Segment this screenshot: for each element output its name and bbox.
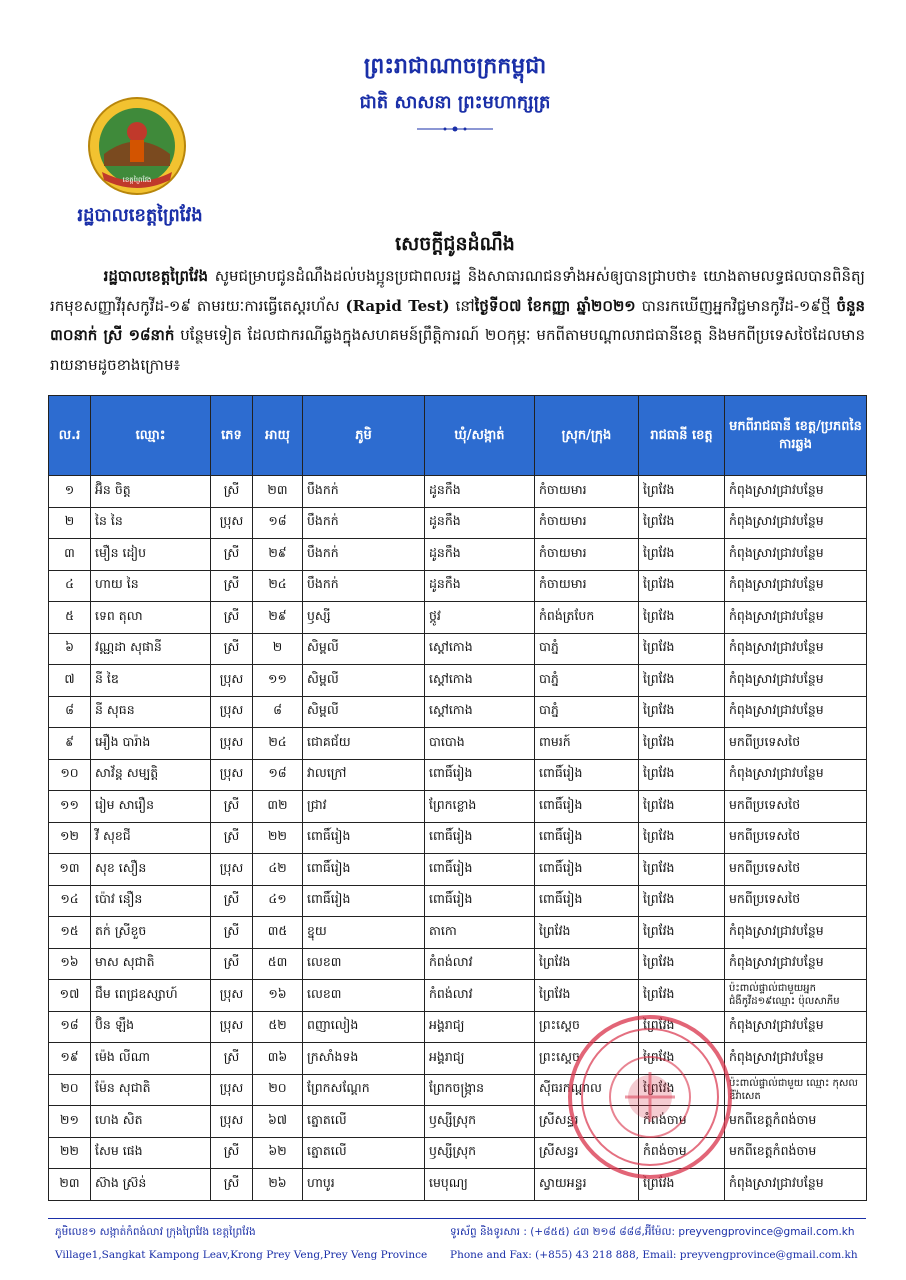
cell-commune: អង្គរាជ្យ	[425, 1043, 535, 1075]
cell-sex: ស្រី	[211, 602, 253, 634]
table-row	[49, 791, 867, 823]
cell-source: មកពីប្រទេសថៃ	[725, 854, 867, 886]
cell-no: ៥	[49, 602, 91, 634]
cell-source: កំពុងស្រាវជ្រាវបន្ថែម	[725, 1043, 867, 1075]
cell-sex: ស្រី	[211, 948, 253, 980]
col-header-sex: ភេទ	[211, 396, 253, 476]
cell-source: មកពីប្រទេសថៃ	[725, 822, 867, 854]
cell-district: កំចាយមារ	[535, 539, 639, 571]
cell-commune: ថ្កូវ	[425, 602, 535, 634]
cell-no: ៧	[49, 665, 91, 697]
cell-village: បឹងកក់	[303, 507, 425, 539]
footer-contact-km: ទូរស័ព្ទ និងទូរសារ : (+៨៥៥) ៤៣ ២១៨ ៨៨៨,អ៊ីម៉ែល: preyvengprovince@gmail.com.kh	[450, 1226, 855, 1238]
cell-source: ប៉ះពាល់ផ្ទាល់ជាមួយ ឈ្មោះ កុសល ឌីវ៉ាសេត	[725, 1074, 867, 1106]
cell-province: ព្រៃវែង	[639, 539, 725, 571]
footer-contact-en: Phone and Fax: (+855) 43 218 888, Email: preyvengprovince@gmail.com.kh	[450, 1249, 858, 1261]
cell-district: ព្រៃវែង	[535, 917, 639, 949]
cell-sex: ប្រុស	[211, 759, 253, 791]
cell-sex: ស្រី	[211, 1137, 253, 1169]
cell-province: ព្រៃវែង	[639, 728, 725, 760]
table-row	[49, 728, 867, 760]
cell-sex: ប្រុស	[211, 696, 253, 728]
cell-source: កំពុងស្រាវជ្រាវបន្ថែម	[725, 1169, 867, 1201]
cases-table	[48, 395, 867, 1201]
cell-district: បាភ្នំ	[535, 633, 639, 665]
cell-name: ហេង សិត	[91, 1106, 211, 1138]
col-header-commune: ឃុំ/សង្កាត់	[425, 396, 535, 476]
cell-age: ៥២	[253, 1011, 303, 1043]
cell-name: តក់ ស្រីខួច	[91, 917, 211, 949]
cell-age: ២៤	[253, 728, 303, 760]
cell-village: សិម្ពលី	[303, 633, 425, 665]
cell-no: ១១	[49, 791, 91, 823]
cell-name: ជឹម ពេជ្រឧស្សាហ៍	[91, 980, 211, 1012]
cell-village: បឹងកក់	[303, 476, 425, 508]
paragraph-text-3: បានរកឃើញអ្នកវិជ្ជមានកូវីដ-១៩ថ្មី	[635, 296, 837, 315]
cell-age: ៣២	[253, 791, 303, 823]
cell-name: អឿង បារ៉ាង	[91, 728, 211, 760]
cell-name: សុខ សឿន	[91, 854, 211, 886]
cell-commune: ដូនកឹង	[425, 539, 535, 571]
cell-no: ១៧	[49, 980, 91, 1012]
cell-district: ពោធិ៍រៀង	[535, 854, 639, 886]
cell-village: ក្រសាំងទង	[303, 1043, 425, 1075]
cell-village: ឫស្សី	[303, 602, 425, 634]
cell-no: ២២	[49, 1137, 91, 1169]
table-row	[49, 1169, 867, 1201]
official-seal-stamp	[565, 1012, 735, 1182]
col-header-village: ភូមិ	[303, 396, 425, 476]
cell-no: ២០	[49, 1074, 91, 1106]
cell-name: នី ឌៃ	[91, 665, 211, 697]
cell-source: កំពុងស្រាវជ្រាវបន្ថែម	[725, 539, 867, 571]
cell-name: អ៊ិន ចិត្ត	[91, 476, 211, 508]
col-header-age: អាយុ	[253, 396, 303, 476]
cell-village: ពោធិ៍រៀង	[303, 885, 425, 917]
cell-commune: តាកោ	[425, 917, 535, 949]
cell-source: មកពីខេត្តកំពង់ចាម	[725, 1137, 867, 1169]
cell-commune: ពោធិ៍រៀង	[425, 759, 535, 791]
cell-commune: មេបុណ្យ	[425, 1169, 535, 1201]
cell-province: ព្រៃវែង	[639, 885, 725, 917]
table-row	[49, 602, 867, 634]
cell-no: ១៦	[49, 948, 91, 980]
cell-source: កំពុងស្រាវជ្រាវបន្ថែម	[725, 665, 867, 697]
cell-age: ៣៥	[253, 917, 303, 949]
cell-name: នៃ នៃ	[91, 507, 211, 539]
cell-village: លេខ៣	[303, 980, 425, 1012]
cell-name: ហាយ នៃ	[91, 570, 211, 602]
table-header-row	[49, 396, 867, 476]
cell-province: ព្រៃវែង	[639, 570, 725, 602]
cell-no: ១៣	[49, 854, 91, 886]
cell-commune: ស្ដៅកោង	[425, 696, 535, 728]
cell-commune: ដូនកឹង	[425, 507, 535, 539]
cell-sex: ស្រី	[211, 822, 253, 854]
table-row	[49, 633, 867, 665]
rapid-test-label: (Rapid Test)	[345, 296, 450, 315]
cell-no: ១	[49, 476, 91, 508]
table-row	[49, 1011, 867, 1043]
cell-no: ១០	[49, 759, 91, 791]
table-row	[49, 696, 867, 728]
cell-sex: ស្រី	[211, 1043, 253, 1075]
cell-age: ២៣	[253, 476, 303, 508]
cell-village: លេខ៣	[303, 948, 425, 980]
cell-age: ៤១	[253, 885, 303, 917]
cell-sex: ប្រុស	[211, 507, 253, 539]
cell-district: ពោធិ៍រៀង	[535, 791, 639, 823]
cell-village: ហាបូរ	[303, 1169, 425, 1201]
cell-no: ៨	[49, 696, 91, 728]
cell-source: កំពុងស្រាវជ្រាវបន្ថែម	[725, 696, 867, 728]
cell-district: កំពង់ត្របែក	[535, 602, 639, 634]
paragraph-text-1: សូមជម្រាបជូនដំណឹងដល់បងប្អូនប្រជាពលរដ្ឋ និងសាធារណជនទាំងអស់ឲ្យបានជ្រាបថា៖ យោងតាមលទ្ធផលបានពិនិត្យរកមុខសញ្ញាវីរុសកូវីដ-១៩ តាមរយៈការធ្វើតេស្តរហ័ស	[50, 267, 865, 315]
cell-sex: ស្រី	[211, 633, 253, 665]
cell-province: ព្រៃវែង	[639, 759, 725, 791]
footer-divider	[48, 1218, 866, 1219]
cell-source: មកពីប្រទេសថៃ	[725, 791, 867, 823]
cell-age: ១៨	[253, 507, 303, 539]
cell-village: ជោគជ័យ	[303, 728, 425, 760]
col-header-source: មកពីរាជធានី ខេត្ត/ប្រភពនៃការឆ្លង	[725, 396, 867, 476]
table-row	[49, 854, 867, 886]
cell-no: ១៨	[49, 1011, 91, 1043]
cell-province: ព្រៃវែង	[639, 980, 725, 1012]
paragraph-text-4: បន្ថែមទៀត ដែលជាករណីឆ្លងក្នុងសហគមន៍ព្រឹត្តិការណ៍ ២០កុម្ភៈ មកពីតាមបណ្ដាលរាជធានីខេត្ត និងមកពីប្រទេសថៃដែលមានរាយនាមដូចខាងក្រោម៖	[50, 326, 865, 374]
cell-age: ១៦	[253, 980, 303, 1012]
cell-name: សាវ័ន្ត សម្បត្តិ	[91, 759, 211, 791]
table-row	[49, 476, 867, 508]
cell-province: ព្រៃវែង	[639, 507, 725, 539]
cell-no: ៦	[49, 633, 91, 665]
cell-village: ត្នោតលើ	[303, 1106, 425, 1138]
table-row	[49, 570, 867, 602]
cell-age: ៤២	[253, 854, 303, 886]
paragraph-text-2: នៅ	[449, 296, 475, 315]
ornament-divider	[415, 124, 495, 134]
cell-district: ស៊ីធរកណ្ដាល	[535, 1074, 639, 1106]
cell-no: ២១	[49, 1106, 91, 1138]
cell-name: មាស សុជាតិ	[91, 948, 211, 980]
table-row	[49, 539, 867, 571]
table-row	[49, 507, 867, 539]
cell-sex: ស្រី	[211, 1169, 253, 1201]
table-row	[49, 917, 867, 949]
cell-no: ៣	[49, 539, 91, 571]
cell-commune: ឫស្សីស្រុក	[425, 1106, 535, 1138]
col-header-district: ស្រុក/ក្រុង	[535, 396, 639, 476]
cell-commune: ឫស្សីស្រុក	[425, 1137, 535, 1169]
cell-province: ព្រៃវែង	[639, 602, 725, 634]
cell-source: កំពុងស្រាវជ្រាវបន្ថែម	[725, 476, 867, 508]
cell-province: កំពង់ចាម	[639, 1106, 725, 1138]
cell-age: ២៤	[253, 570, 303, 602]
province-logo	[82, 94, 192, 199]
cell-name: វណ្ណដា សុផានី	[91, 633, 211, 665]
cell-source: កំពុងស្រាវជ្រាវបន្ថែម	[725, 917, 867, 949]
cell-age: ២០	[253, 1074, 303, 1106]
cell-district: ព្រៃវែង	[535, 948, 639, 980]
cell-sex: ស្រី	[211, 791, 253, 823]
cell-district: កំចាយមារ	[535, 507, 639, 539]
cell-name: ប៉ោវ នឿន	[91, 885, 211, 917]
cell-village: ខ្នុយ	[303, 917, 425, 949]
cell-age: ៥៣	[253, 948, 303, 980]
cell-district: ព្រៃវែង	[535, 980, 639, 1012]
cell-age: ១១	[253, 665, 303, 697]
cell-district: ពាមរក៍	[535, 728, 639, 760]
admin-name: រដ្ឋបាលខេត្តព្រៃវែង	[77, 205, 203, 226]
table-row	[49, 665, 867, 697]
col-header-no: ល.រ	[49, 396, 91, 476]
cell-province: ព្រៃវែង	[639, 665, 725, 697]
cell-commune: កំពង់លាវ	[425, 948, 535, 980]
cell-sex: ប្រុស	[211, 1074, 253, 1106]
cell-source: ប៉ះពាល់ផ្ទាល់ជាមួយអ្នកជំងឺកូវីដ១៩ឈ្មោះ ប៉ុលសាភីម	[725, 980, 867, 1012]
cell-no: ២	[49, 507, 91, 539]
cell-source: កំពុងស្រាវជ្រាវបន្ថែម	[725, 948, 867, 980]
cell-source: មកពីខេត្តកំពង់ចាម	[725, 1106, 867, 1138]
table-row	[49, 822, 867, 854]
cell-village: សិម្ពលី	[303, 665, 425, 697]
cell-commune: ពោធិ៍រៀង	[425, 822, 535, 854]
cell-district: បាភ្នំ	[535, 696, 639, 728]
cell-name: ស៊ាង ស្រ៊ន់	[91, 1169, 211, 1201]
cell-province: ព្រៃវែង	[639, 1169, 725, 1201]
cell-province: ព្រៃវែង	[639, 633, 725, 665]
cell-province: ព្រៃវែង	[639, 1011, 725, 1043]
cell-sex: ប្រុស	[211, 980, 253, 1012]
cell-no: ១៤	[49, 885, 91, 917]
cell-village: ពញាលៀង	[303, 1011, 425, 1043]
cell-district: ស្រីសន្ធរ	[535, 1106, 639, 1138]
cell-province: ព្រៃវែង	[639, 822, 725, 854]
cell-sex: ប្រុស	[211, 1011, 253, 1043]
cell-commune: ស្ដៅកោង	[425, 633, 535, 665]
cell-commune: ដូនកឹង	[425, 570, 535, 602]
cell-province: ព្រៃវែង	[639, 854, 725, 886]
cell-name: ម៉េង លីណា	[91, 1043, 211, 1075]
cell-sex: ប្រុស	[211, 1106, 253, 1138]
cell-name: សែម ផេង	[91, 1137, 211, 1169]
cell-village: សិម្ពលី	[303, 696, 425, 728]
cell-age: ២៩	[253, 602, 303, 634]
cell-no: ១៩	[49, 1043, 91, 1075]
cell-village: ជ្រាវ	[303, 791, 425, 823]
paragraph-lead: រដ្ឋបាលខេត្តព្រៃវែង	[103, 267, 209, 285]
cell-name: ប៊ិន ឡឹង	[91, 1011, 211, 1043]
cell-sex: ប្រុស	[211, 728, 253, 760]
table-row	[49, 885, 867, 917]
cell-sex: ស្រី	[211, 476, 253, 508]
cell-sex: ប្រុស	[211, 665, 253, 697]
test-date: ថ្ងៃទី០៧ ខែកញ្ញា ឆ្នាំ២០២១	[474, 296, 636, 315]
cell-age: ៣៦	[253, 1043, 303, 1075]
cell-age: ២៩	[253, 539, 303, 571]
cell-source: កំពុងស្រាវជ្រាវបន្ថែម	[725, 507, 867, 539]
cell-province: ព្រៃវែង	[639, 476, 725, 508]
kingdom-heading: ព្រះរាជាណាចក្រកម្ពុជា	[363, 53, 547, 79]
col-header-province: រាជធានី ខេត្ត	[639, 396, 725, 476]
cell-source: កំពុងស្រាវជ្រាវបន្ថែម	[725, 570, 867, 602]
cell-province: ព្រៃវែង	[639, 791, 725, 823]
cell-commune: ព្រែកខ្លោង	[425, 791, 535, 823]
cell-sex: ស្រី	[211, 539, 253, 571]
cell-source: កំពុងស្រាវជ្រាវបន្ថែម	[725, 602, 867, 634]
cell-province: ព្រៃវែង	[639, 1074, 725, 1106]
cell-commune: អង្គរាជ្យ	[425, 1011, 535, 1043]
cell-village: វាលក្រៅ	[303, 759, 425, 791]
cell-age: ៨	[253, 696, 303, 728]
cell-name: ម៉ែន សុជាតិ	[91, 1074, 211, 1106]
cell-sex: ស្រី	[211, 885, 253, 917]
cell-district: ពោធិ៍រៀង	[535, 885, 639, 917]
cell-source: មកពីប្រទេសថៃ	[725, 728, 867, 760]
notice-title: សេចក្ដីជូនដំណឹង	[395, 233, 515, 255]
case-count: ចំនួន ៣០នាក់ ស្រី ១៨នាក់	[50, 296, 866, 344]
table-row	[49, 1074, 867, 1106]
footer-address-en: Village1,Sangkat Kampong Leav,Krong Prey Veng,Prey Veng Province	[55, 1249, 428, 1261]
table-row	[49, 1137, 867, 1169]
cell-district: ពោធិ៍រៀង	[535, 759, 639, 791]
cell-province: កំពង់ចាម	[639, 1137, 725, 1169]
cell-province: ព្រៃវែង	[639, 1043, 725, 1075]
cell-no: ៩	[49, 728, 91, 760]
cell-commune: ស្ដៅកោង	[425, 665, 535, 697]
cell-district: បាភ្នំ	[535, 665, 639, 697]
cell-village: ពោធិ៍រៀង	[303, 822, 425, 854]
cell-commune: ពោធិ៍រៀង	[425, 854, 535, 886]
cell-district: ព្រះស្ដេច	[535, 1043, 639, 1075]
cell-age: ៦២	[253, 1137, 303, 1169]
cell-name: វី សុខជី	[91, 822, 211, 854]
cell-village: ព្រែកសណ្ដែក	[303, 1074, 425, 1106]
cell-no: ១២	[49, 822, 91, 854]
cell-sex: ស្រី	[211, 570, 253, 602]
cell-commune: ដូនកឹង	[425, 476, 535, 508]
cell-age: ២	[253, 633, 303, 665]
cell-source: មកពីប្រទេសថៃ	[725, 885, 867, 917]
cell-age: ៦៧	[253, 1106, 303, 1138]
cell-source: កំពុងស្រាវជ្រាវបន្ថែម	[725, 1011, 867, 1043]
table-row	[49, 759, 867, 791]
cell-age: ១៨	[253, 759, 303, 791]
cell-no: ២៣	[49, 1169, 91, 1201]
cell-sex: ប្រុស	[211, 854, 253, 886]
table-row	[49, 1106, 867, 1138]
cell-no: ១៥	[49, 917, 91, 949]
col-header-name: ឈ្មោះ	[91, 396, 211, 476]
cell-sex: ស្រី	[211, 917, 253, 949]
cell-commune: ព្រែកចង្ក្រាន	[425, 1074, 535, 1106]
cell-village: បឹងកក់	[303, 539, 425, 571]
cell-district: ស្វាយអន្ទរ	[535, 1169, 639, 1201]
cell-village: បឹងកក់	[303, 570, 425, 602]
cell-district: កំចាយមារ	[535, 570, 639, 602]
footer-address-km: ភូមិលេខ១ សង្កាត់កំពង់លាវ ក្រុងព្រៃវែង ខេត្តព្រៃវែង	[55, 1226, 256, 1238]
cell-district: កំចាយមារ	[535, 476, 639, 508]
cell-district: ស្រីសន្ធរ	[535, 1137, 639, 1169]
cell-commune: កំពង់លាវ	[425, 980, 535, 1012]
cell-no: ៤	[49, 570, 91, 602]
cell-source: កំពុងស្រាវជ្រាវបន្ថែម	[725, 759, 867, 791]
cell-province: ព្រៃវែង	[639, 948, 725, 980]
cell-name: នី សុធន	[91, 696, 211, 728]
cell-age: ២២	[253, 822, 303, 854]
cell-commune: ពោធិ៍រៀង	[425, 885, 535, 917]
cell-province: ព្រៃវែង	[639, 696, 725, 728]
motto-heading: ជាតិ សាសនា ព្រះមហាក្សត្រ	[359, 92, 551, 113]
cell-source: កំពុងស្រាវជ្រាវបន្ថែម	[725, 633, 867, 665]
cell-district: ព្រះស្ដេច	[535, 1011, 639, 1043]
cell-name: រៀម សារឿន	[91, 791, 211, 823]
cell-province: ព្រៃវែង	[639, 917, 725, 949]
cell-village: ត្នោតលើ	[303, 1137, 425, 1169]
table-row	[49, 948, 867, 980]
cell-commune: បាបោង	[425, 728, 535, 760]
table-row	[49, 980, 867, 1012]
cell-district: ពោធិ៍រៀង	[535, 822, 639, 854]
cell-name: ទេព តុលា	[91, 602, 211, 634]
logo-caption: ខេត្តព្រៃវែង	[122, 176, 152, 184]
table-row	[49, 1043, 867, 1075]
notice-paragraph	[50, 262, 865, 380]
cell-village: ពោធិ៍រៀង	[303, 854, 425, 886]
cell-age: ២៦	[253, 1169, 303, 1201]
table-body	[49, 476, 867, 1201]
cell-name: មឿន ដៀប	[91, 539, 211, 571]
